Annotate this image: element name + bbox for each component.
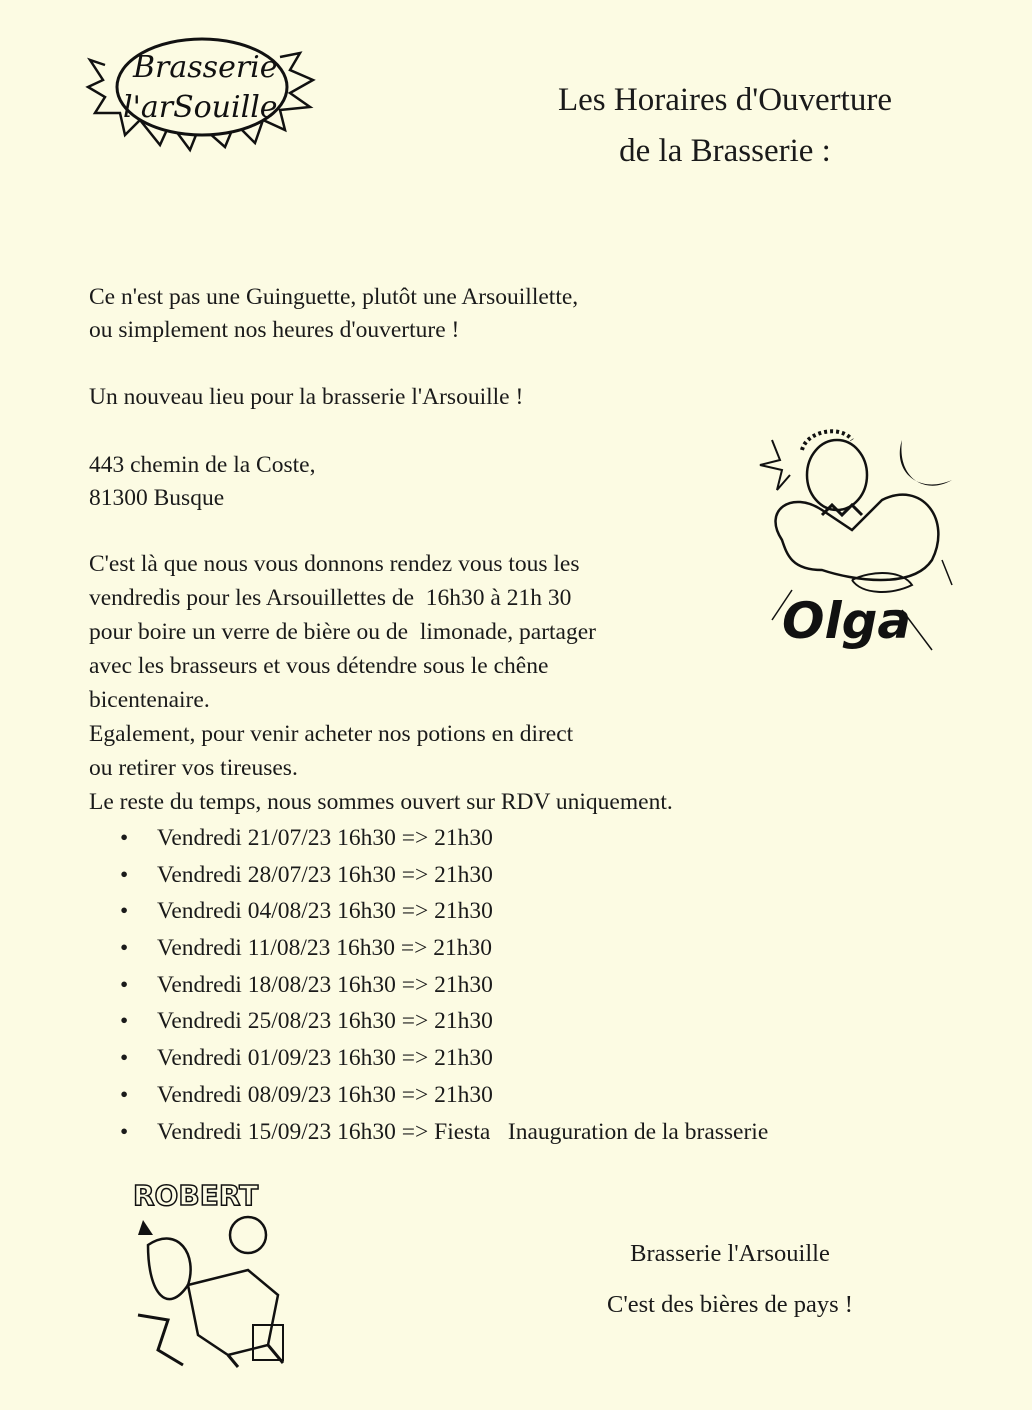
robert-label: ROBERT — [133, 1179, 259, 1212]
schedule-text: Vendredi 21/07/23 16h30 => 21h30 — [157, 825, 493, 851]
list-item: • Vendredi 25/08/23 16h30 => 21h30 — [120, 1008, 493, 1035]
list-item: • Vendredi 21/07/23 16h30 => 21h30 — [120, 825, 493, 851]
intro-line1: Ce n'est pas une Guinguette, plutôt une Arsouillette, — [89, 284, 579, 310]
page-title — [470, 75, 980, 177]
details-line: ou retirer vos tireuses. — [89, 755, 298, 781]
list-item: • Vendredi 08/09/23 16h30 => 21h30 — [120, 1081, 493, 1108]
intro-line3: Un nouveau lieu pour la brasserie l'Arsouille ! — [89, 384, 524, 410]
list-item: • Vendredi 18/08/23 16h30 => 21h30 — [120, 971, 493, 998]
title-line2: de la Brasserie : — [619, 133, 831, 169]
details-line: avec les brasseurs et vous détendre sous le chêne — [89, 653, 549, 679]
address-city: 81300 Busque — [89, 485, 225, 511]
schedule-list — [120, 820, 768, 1150]
list-item: • Vendredi 28/07/23 16h30 => 21h30 — [120, 861, 493, 888]
list-item: • Vendredi 04/08/23 16h30 => 21h30 — [120, 898, 493, 925]
intro-line2: ou simplement nos heures d'ouverture ! — [89, 317, 460, 343]
schedule-text: Vendredi 08/09/23 16h30 => 21h30 — [157, 1081, 493, 1108]
schedule-text: Vendredi 15/09/23 16h30 => Fiesta Inauguration de la brasserie — [157, 1118, 769, 1145]
olga-illustration — [752, 420, 962, 660]
details-line: Le reste du temps, nous sommes ouvert sur RDV uniquement. — [89, 789, 673, 815]
logo-line1: Brasserie — [133, 50, 278, 85]
list-item: • Vendredi 01/09/23 16h30 => 21h30 — [120, 1045, 493, 1072]
schedule-text: Vendredi 18/08/23 16h30 => 21h30 — [157, 971, 493, 998]
olga-label: Olga — [782, 592, 912, 650]
details-line: pour boire un verre de bière ou de limonade, partager — [89, 619, 596, 645]
brasserie-logo — [85, 25, 320, 155]
details-line: C'est là que nous vous donnons rendez vous tous les — [89, 551, 580, 577]
schedule-text: Vendredi 25/08/23 16h30 => 21h30 — [157, 1008, 493, 1035]
robert-illustration — [128, 1175, 308, 1370]
details-line: Egalement, pour venir acheter nos potions en direct — [89, 721, 574, 747]
details-line: vendredis pour les Arsouillettes de 16h30 à 21h 30 — [89, 585, 572, 611]
list-item: • Vendredi 11/08/23 16h30 => 21h30 — [120, 935, 493, 962]
details-line: bicentenaire. — [89, 687, 210, 713]
footer-line1: Brasserie l'Arsouille — [630, 1240, 830, 1267]
schedule-text: Vendredi 11/08/23 16h30 => 21h30 — [157, 935, 493, 962]
title-line1: Les Horaires d'Ouverture — [558, 82, 892, 118]
list-item: • Vendredi 15/09/23 16h30 => Fiesta Inauguration de la brasserie — [120, 1118, 769, 1145]
address-street: 443 chemin de la Coste, — [89, 452, 316, 478]
details-paragraph — [89, 547, 673, 819]
logo-line2: l'arSouille — [123, 90, 278, 125]
schedule-text: Vendredi 01/09/23 16h30 => 21h30 — [157, 1045, 493, 1072]
footer-line2: C'est des bières de pays ! — [607, 1291, 853, 1318]
footer-signature — [520, 1228, 940, 1330]
schedule-text: Vendredi 28/07/23 16h30 => 21h30 — [157, 861, 493, 888]
schedule-text: Vendredi 04/08/23 16h30 => 21h30 — [157, 898, 493, 925]
